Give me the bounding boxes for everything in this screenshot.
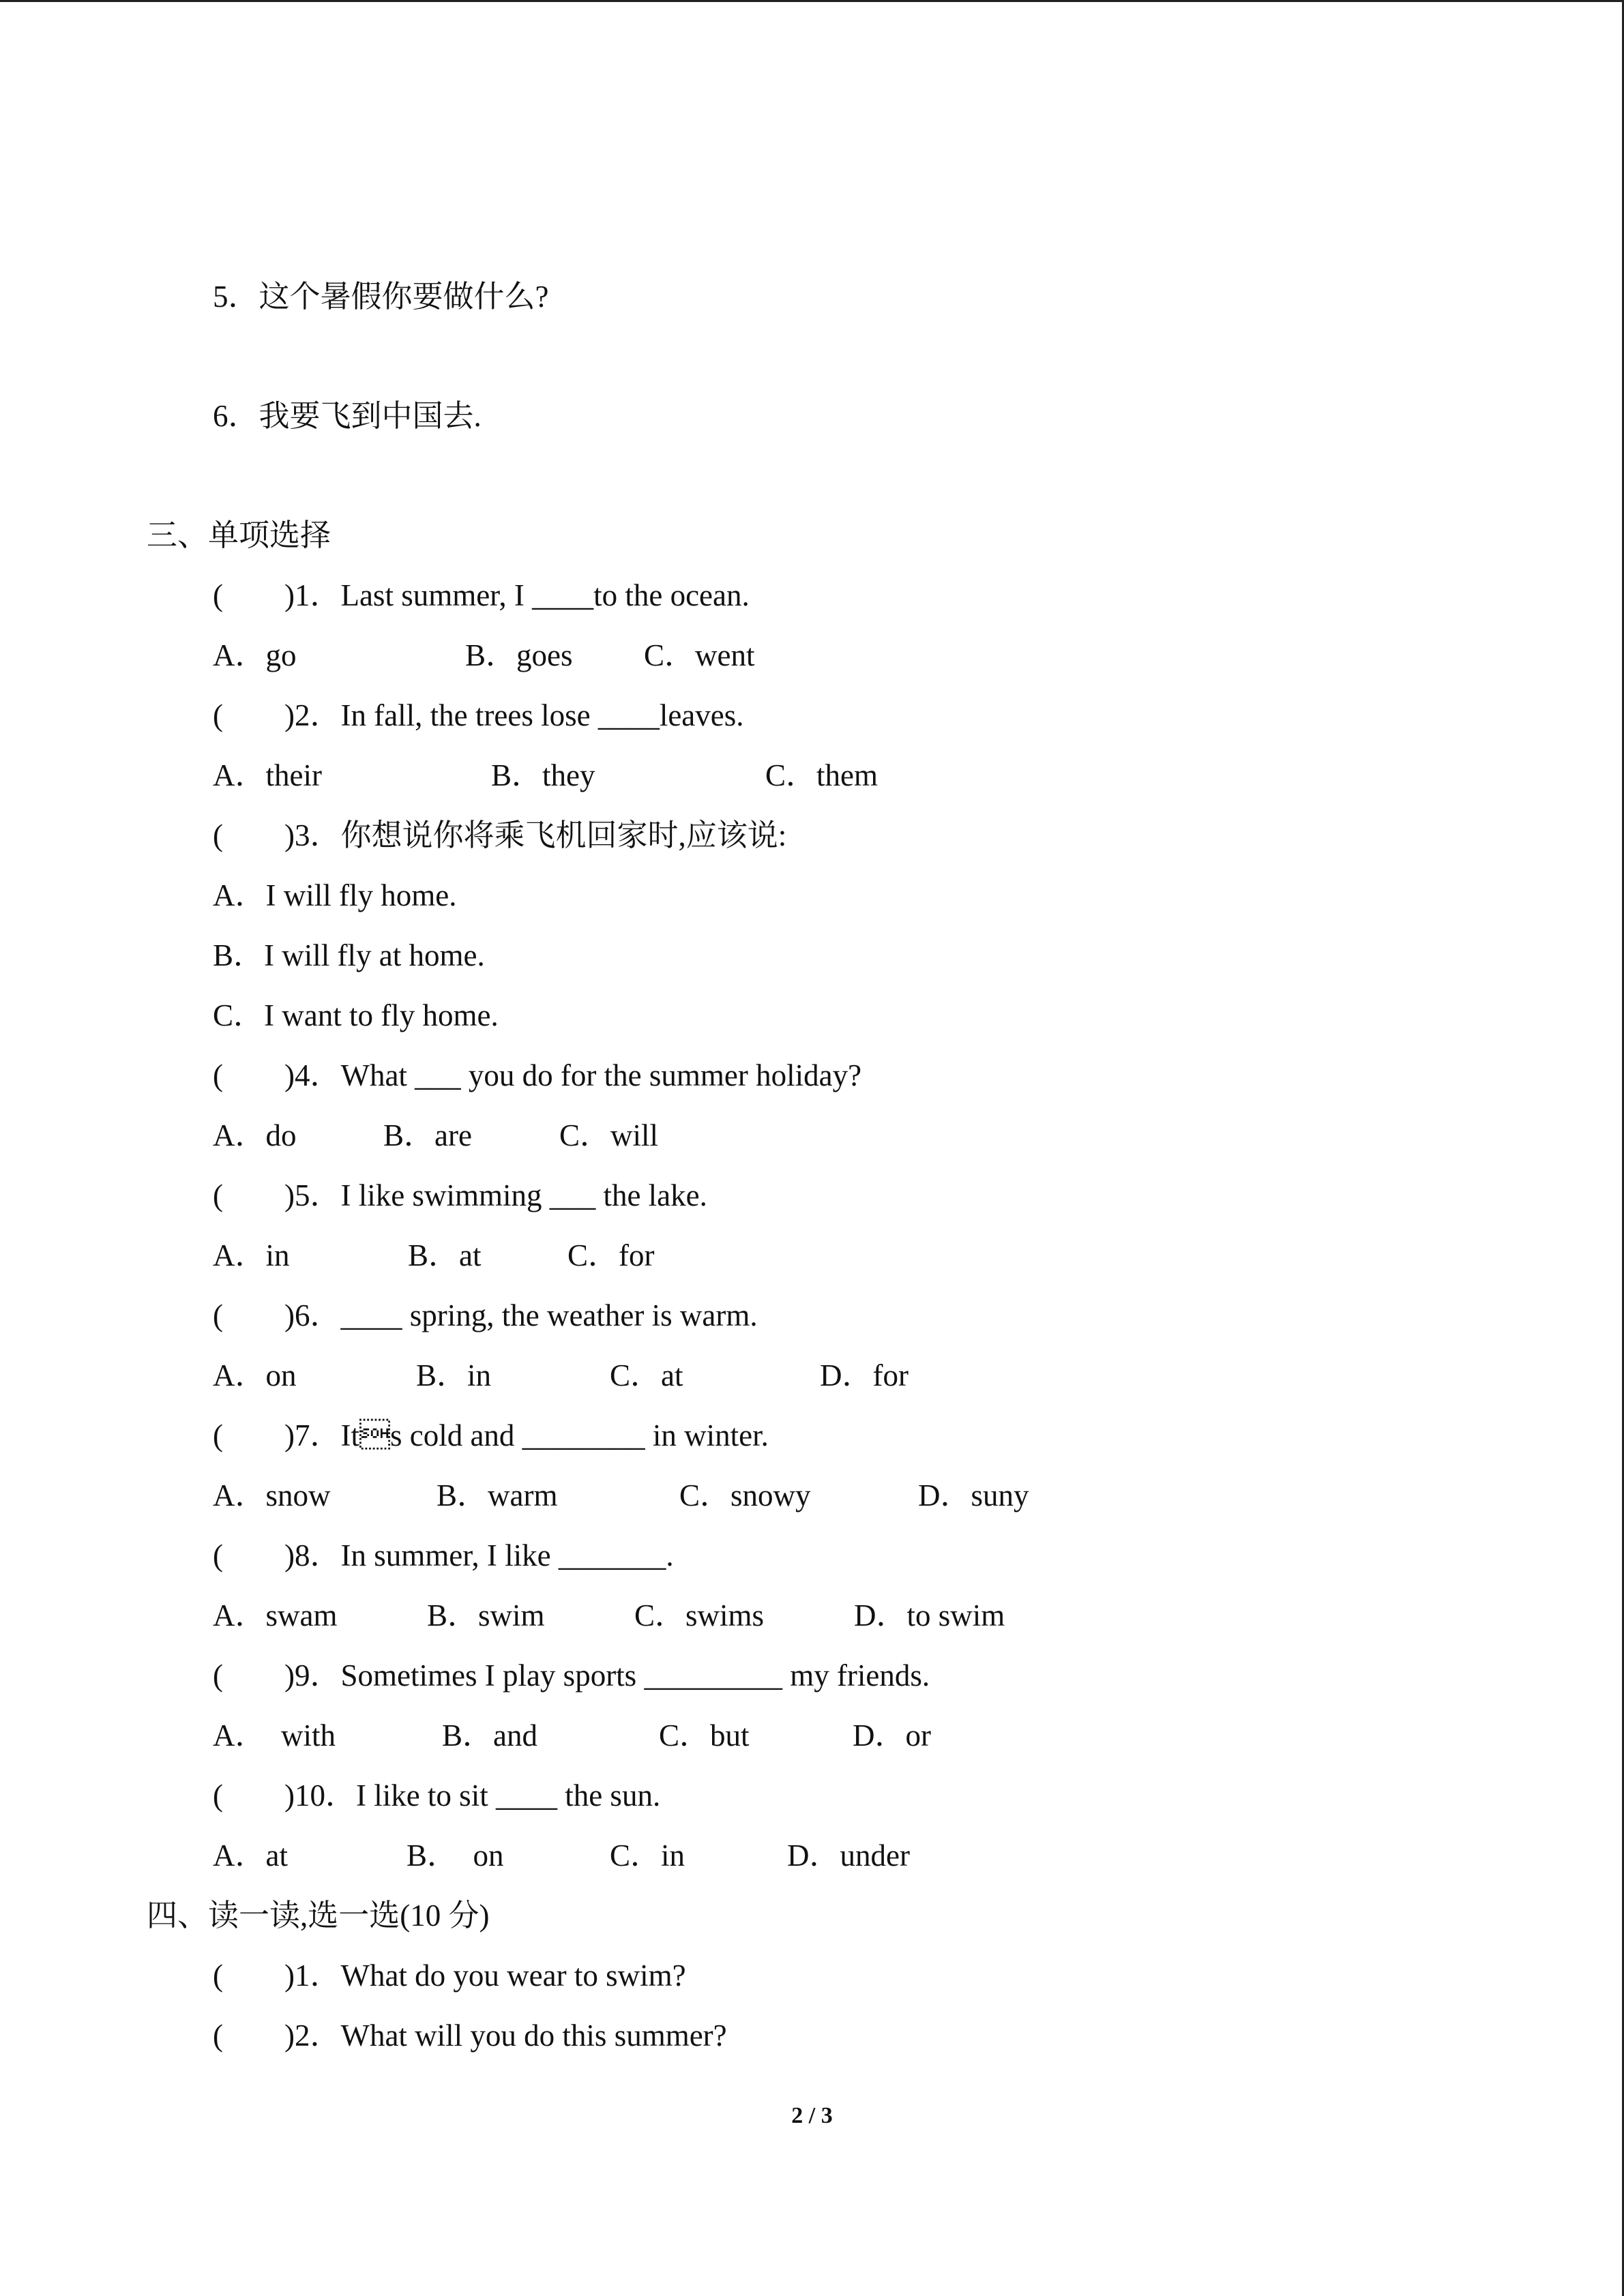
reading-question-1: ( )1．What do you wear to swim? [213,1958,686,1993]
reading-question-2: ( )2．What will you do this summer? [213,2018,727,2053]
section-three-heading: 三、单项选择 [147,518,331,552]
q7-option-d: D．suny [918,1478,1029,1512]
question-3: ( )3．你想说你将乘飞机回家时,应该说: [213,818,787,852]
q9-option-d: D．or [853,1718,931,1753]
q6-option-a: A．on [213,1358,297,1392]
translation-item-5: 5．这个暑假你要做什么? [213,280,549,314]
question-4: ( )4．What ___ you do for the summer holiday? [213,1058,862,1092]
q6-option-d: D．for [820,1358,909,1392]
q1-option-c: C．went [644,638,755,672]
question-8: ( )8．In summer, I like _______. [213,1538,674,1572]
q8-option-d: D．to swim [854,1598,1005,1632]
q3-option-a: A．I will fly home. [213,878,457,912]
q5-option-b: B．at [408,1238,482,1272]
question-10: ( )10．I like to sit ____ the sun. [213,1778,661,1813]
q2-option-b: B．they [491,758,595,792]
section-four-heading: 四、读一读,选一选(10 分) [147,1898,490,1933]
q4-option-c: C．will [559,1118,659,1152]
q2-option-a: A．their [213,758,322,792]
q3-option-c: C．I want to fly home. [213,998,499,1032]
q9-option-b: B．and [442,1718,537,1753]
q7-option-c: C．snowy [679,1478,811,1512]
q6-option-c: C．at [610,1358,683,1392]
question-1: ( )1．Last summer, I ____to the ocean. [213,578,750,612]
page-number: 2 / 3 [791,2103,833,2128]
question-7: ( )7．Its cold and ________ in winter. [213,1418,769,1452]
q8-option-a: A．swam [213,1598,338,1632]
q10-option-d: D．under [787,1838,910,1873]
question-2: ( )2．In fall, the trees lose ____leaves. [213,698,744,732]
q10-option-a: A．at [213,1838,288,1873]
q10-option-b: B． on [407,1838,504,1873]
q9-option-c: C．but [659,1718,750,1753]
q1-option-a: A．go [213,638,297,672]
q5-option-a: A．in [213,1238,290,1272]
question-9: ( )9．Sometimes I play sports _________ my friends. [213,1658,930,1693]
q9-option-a: A． with [213,1718,336,1753]
q2-option-c: C．them [765,758,878,792]
q8-option-b: B．swim [427,1598,545,1632]
question-5: ( )5．I like swimming ___ the lake. [213,1178,707,1212]
q3-option-b: B．I will fly at home. [213,938,485,972]
q5-option-c: C．for [567,1238,655,1272]
q4-option-b: B．are [383,1118,472,1152]
q4-option-a: A．do [213,1118,297,1152]
q6-option-b: B．in [416,1358,492,1392]
q10-option-c: C．in [610,1838,685,1873]
translation-item-6: 6．我要飞到中国去. [213,399,482,433]
q7-option-b: B．warm [437,1478,558,1512]
q1-option-b: B．goes [465,638,573,672]
q7-option-a: A．snow [213,1478,331,1512]
q8-option-c: C．swims [634,1598,765,1632]
question-6: ( )6．____ spring, the weather is warm. [213,1298,758,1332]
